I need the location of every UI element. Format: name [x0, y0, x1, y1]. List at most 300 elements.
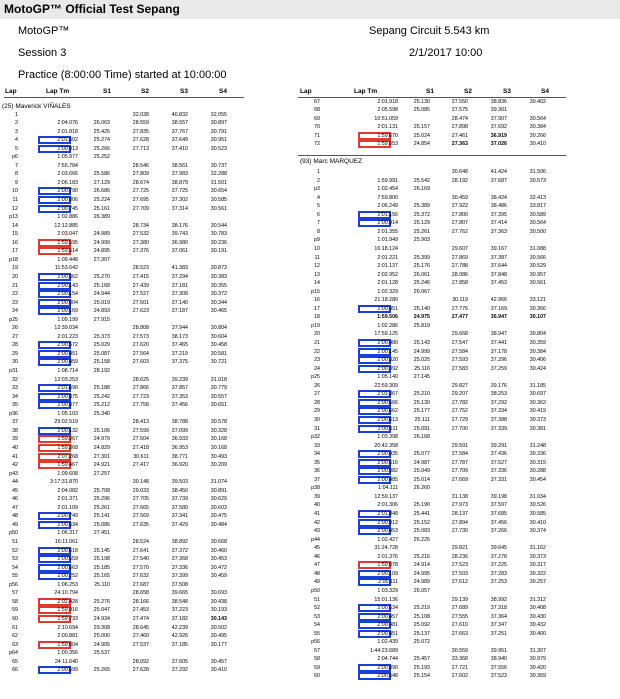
sector-2: 27.602 [451, 673, 468, 680]
sector-3: 37.292 [490, 399, 507, 406]
lap-row [0, 333, 248, 342]
lap-number: 57 [314, 647, 320, 654]
sector-2: 27.713 [132, 145, 149, 152]
lap-number: 16 [314, 297, 320, 304]
lap-time: 2:01.371 [57, 496, 78, 503]
lap-row [0, 179, 248, 188]
lap-row [0, 119, 248, 128]
sector-4: 30.236 [210, 239, 227, 246]
sector-1: 25.077 [413, 451, 430, 458]
sector-1: 25.216 [413, 553, 430, 560]
sector-4: 30.454 [529, 476, 546, 483]
sector-3: 37.140 [171, 299, 188, 306]
lap-time: 2:00.616 [377, 459, 398, 466]
col-header-lap-time: Lap Tm [46, 88, 70, 95]
lap-number: 47 [314, 562, 320, 569]
lap-row [0, 187, 248, 196]
sector-4: 30.460 [210, 547, 227, 554]
lap-row [0, 470, 248, 479]
lap-number: 68 [314, 107, 320, 114]
lap-number: 59 [314, 664, 320, 671]
sector-2: 27.752 [451, 408, 468, 415]
sector-2: 27.782 [451, 399, 468, 406]
lap-row [0, 393, 248, 402]
sector-1: 26.067 [413, 288, 430, 295]
lap-number: 4 [317, 194, 320, 201]
lap-time: 2:07.268 [57, 453, 78, 460]
lap-number: 45 [314, 545, 320, 552]
sector-3: 37.395 [490, 211, 507, 218]
lap-time: 2:00.132 [57, 427, 78, 434]
lap-time: 2:00.111 [378, 579, 398, 586]
lap-row [0, 282, 248, 291]
sector-4: 30.581 [210, 350, 227, 357]
lap-number: 28 [314, 399, 320, 406]
lap-row [296, 279, 566, 288]
sector-3: 38.892 [171, 539, 188, 545]
sector-1: 25.246 [413, 280, 430, 287]
sector-1: 25.188 [93, 385, 110, 392]
sector-1: 25.106 [93, 427, 110, 434]
sector-3: 37.441 [490, 340, 507, 346]
lap-row [0, 264, 248, 273]
sector-3: 37.178 [490, 348, 507, 355]
sector-1: 25.399 [413, 254, 430, 261]
lap-time: 2:00.169 [57, 308, 78, 315]
sector-4: 30.344 [210, 299, 227, 306]
lap-number: 13 [314, 271, 320, 278]
lap-row [0, 572, 248, 581]
sector-1: 24.979 [93, 436, 110, 443]
lap-number: 47 [12, 504, 18, 511]
sector-1: 24.893 [93, 308, 110, 315]
sector-4: 30.564 [529, 220, 546, 227]
sector-4: 30.459 [210, 573, 227, 580]
sector-2: 27.898 [451, 124, 468, 131]
sector-4: 30.791 [210, 128, 227, 135]
lap-number: p15 [311, 288, 320, 295]
lap-time: 2:00.914 [377, 220, 398, 227]
sector-1: 26.389 [93, 214, 110, 221]
sector-4: 30.737 [210, 162, 227, 169]
lap-row [296, 202, 566, 211]
lap-row [296, 604, 566, 613]
lap-time: 2:00.618 [57, 547, 78, 554]
sector-4: 30.458 [210, 342, 227, 349]
lap-time: 2:01.376 [377, 553, 398, 560]
sector-2: 27.547 [451, 340, 468, 346]
lap-number: p64 [9, 650, 18, 657]
lap-time: 2:00.453 [377, 528, 398, 535]
sector-3: 38.424 [490, 194, 507, 201]
lap-time: 2:00.566 [377, 399, 398, 406]
lap-time: 1:09.608 [57, 470, 78, 477]
lap-row [0, 367, 248, 376]
lap-time: 2:00.634 [57, 521, 78, 528]
sector-1: 26.057 [413, 587, 430, 594]
sector-4: 30.383 [210, 273, 227, 280]
lap-number: 20 [12, 273, 18, 280]
lap-time: 2:01.502 [57, 137, 78, 144]
lap-time: 2:01.131 [377, 124, 398, 131]
sector-4: 30.529 [529, 263, 546, 270]
lap-number: 61 [12, 624, 18, 631]
sector-4: 30.783 [210, 231, 227, 238]
sector-2: 29.607 [451, 245, 468, 252]
sector-1: 25.161 [93, 205, 110, 212]
sector-4: 30.557 [210, 393, 227, 400]
lap-number: 41 [314, 511, 320, 517]
lap-time: 1:05.977 [57, 154, 78, 161]
right-rider-rule [298, 155, 566, 156]
sector-2: 27.776 [451, 305, 468, 312]
lap-number: 22 [314, 348, 320, 355]
lap-time: 7:59.800 [377, 194, 398, 201]
sector-1: 25.000 [93, 633, 110, 640]
sector-1: 25.014 [413, 476, 430, 483]
lap-row [0, 615, 248, 624]
lap-number: 24 [12, 308, 18, 315]
practice-start-info: Practice (8:00:00 Time) started at 10:00:00 [18, 69, 227, 81]
lap-time: 2:00.790 [57, 188, 78, 195]
sector-1: 25.140 [413, 305, 430, 312]
sector-3: 36.953 [171, 444, 188, 451]
sector-1: 25.252 [93, 154, 110, 161]
sector-3: 37.436 [490, 451, 507, 458]
sector-4: 32.413 [529, 194, 546, 201]
sector-4: 30.366 [529, 305, 546, 312]
lap-row [0, 632, 248, 641]
sector-3: 39.645 [490, 545, 507, 552]
sector-2: 27.705 [132, 496, 149, 503]
lap-number: 58 [12, 598, 18, 605]
col-header-s4: S4 [219, 88, 227, 95]
sector-4: 30.402 [529, 98, 546, 105]
lap-row [0, 230, 248, 239]
session-label: Session 3 [18, 47, 67, 59]
sector-2: 28.166 [132, 598, 149, 605]
lap-row [296, 501, 566, 510]
lap-number: 11 [314, 254, 320, 261]
sector-3: 37.692 [490, 124, 507, 131]
lap-time: 2:00.154 [57, 291, 78, 298]
sector-4: 31.034 [529, 493, 546, 500]
sector-3: 37.453 [490, 280, 507, 287]
sector-2: 27.729 [451, 416, 468, 423]
sector-4: 30.873 [210, 265, 227, 272]
sector-4: 32.288 [210, 171, 227, 178]
lap-row [296, 177, 566, 186]
sector-1: 24.999 [93, 239, 110, 246]
lap-time: 24:10.794 [54, 590, 78, 597]
lap-row [296, 115, 566, 124]
sector-3: 39.176 [490, 382, 507, 389]
sector-3: 37.336 [490, 468, 507, 475]
sector-2: 27.762 [451, 228, 468, 235]
lap-time: 2:00.745 [57, 205, 78, 212]
lap-number: 45 [12, 487, 18, 494]
sector-4: 30.951 [210, 137, 227, 144]
sector-3: 38.557 [171, 120, 188, 127]
lap-time: 2:00.559 [57, 556, 78, 563]
sector-2: 27.635 [132, 521, 149, 528]
sector-3: 36.947 [490, 314, 507, 321]
sector-3: 37.527 [490, 459, 507, 466]
lap-number: 29 [314, 408, 320, 415]
sector-1: 25.190 [413, 502, 430, 509]
sector-3: 38.836 [490, 98, 507, 105]
lap-number: 33 [12, 385, 18, 392]
lap-time: 2:02.952 [377, 271, 398, 278]
lap-time: 1:44:23.689 [370, 647, 398, 654]
sector-3: 37.508 [171, 581, 188, 588]
lap-number: p50 [9, 530, 18, 537]
sector-4: 30.438 [210, 598, 227, 605]
sector-4: 31.074 [210, 479, 227, 486]
sector-1: 27.451 [93, 530, 110, 537]
col-header-lap: Lap [300, 88, 312, 95]
lap-time: 2:00.145 [377, 348, 398, 355]
lap-row [0, 410, 248, 419]
lap-number: 42 [314, 519, 320, 526]
lap-time: 1:59.991 [377, 177, 398, 184]
lap-row [0, 384, 248, 393]
lap-row [0, 213, 248, 222]
lap-row [0, 444, 248, 453]
sector-2: 27.730 [451, 528, 468, 535]
lap-row [296, 536, 566, 545]
lap-number: 41 [12, 453, 18, 460]
sector-2: 27.376 [132, 248, 149, 255]
lap-row [296, 459, 566, 468]
lap-number: 37 [12, 419, 18, 426]
lap-row [296, 123, 566, 132]
sector-1: 25.108 [413, 613, 430, 620]
lap-time: 2:00.662 [377, 408, 398, 415]
sector-3: 37.523 [490, 673, 507, 680]
lap-row [0, 589, 248, 598]
lap-number: 19 [12, 265, 18, 272]
lap-time: 2:01.128 [377, 280, 398, 287]
sector-2: 28.674 [132, 179, 149, 186]
sector-2: 27.504 [132, 436, 149, 443]
lap-time: 1:06.317 [57, 530, 78, 537]
lap-time: 2:00.480 [377, 340, 398, 346]
lap-number: 62 [12, 633, 18, 640]
sector-3: 37.456 [171, 402, 188, 409]
sector-4: 30.603 [210, 504, 227, 511]
sector-3: 37.410 [171, 145, 188, 152]
left-header-rule [4, 97, 244, 98]
lap-number: 48 [314, 570, 320, 577]
sector-2: 29.668 [451, 331, 468, 338]
lap-row [296, 655, 566, 664]
lap-number: 14 [12, 222, 18, 229]
sector-2: 30.559 [451, 647, 468, 654]
sector-4: 30.432 [529, 622, 546, 629]
sector-2: 27.709 [451, 468, 468, 475]
lap-time: 2:00.451 [377, 305, 398, 312]
sector-2: 27.503 [451, 570, 468, 577]
sector-2: 27.628 [132, 667, 149, 674]
sector-3: 37.266 [490, 528, 507, 535]
sector-1: 25.168 [93, 282, 110, 289]
sector-1: 25.373 [93, 333, 110, 340]
sector-2: 30.611 [133, 453, 149, 460]
right-rider-name: (93) Marc MARQUEZ [300, 158, 363, 165]
lap-number: 53 [12, 556, 18, 563]
lap-row [296, 236, 566, 245]
lap-number: 10 [314, 245, 320, 252]
sector-2: 27.663 [451, 630, 468, 637]
lap-time: 2:00.890 [377, 664, 398, 671]
sector-1: 24.987 [413, 459, 430, 466]
sector-4: 30.359 [529, 340, 546, 346]
sector-1: 25.219 [413, 605, 430, 612]
document-banner [0, 0, 620, 19]
sector-3: 40.832 [171, 111, 188, 118]
sector-1: 27.915 [93, 316, 110, 323]
sector-2: 27.809 [132, 171, 149, 178]
lap-time: 1:59.367 [57, 436, 78, 443]
sector-4: 30.266 [529, 132, 546, 139]
sector-4: 30.420 [529, 664, 546, 671]
lap-time: 1:02.454 [377, 186, 398, 193]
lap-time: 2:00.913 [57, 145, 78, 152]
sector-3: 37.556 [490, 664, 507, 671]
lap-time: 22:59.309 [374, 382, 398, 389]
sector-3: 37.225 [490, 562, 507, 569]
sector-2: 27.807 [451, 220, 468, 227]
sector-3: 42.966 [490, 297, 507, 304]
sector-4: 31.312 [529, 596, 546, 603]
sector-2: 27.687 [132, 581, 149, 588]
sector-2: 27.700 [451, 425, 468, 432]
lap-row [0, 658, 248, 667]
sector-3: 37.283 [490, 570, 507, 577]
lap-number: 31 [314, 425, 320, 432]
sector-3: 37.278 [490, 553, 507, 560]
sector-1: 25.092 [413, 622, 430, 629]
lap-number: 33 [314, 442, 320, 449]
lap-number: 11 [12, 197, 18, 203]
sector-3: 39.503 [171, 479, 188, 486]
lap-number: 59 [12, 607, 18, 614]
sector-1: 24.854 [413, 141, 430, 148]
sector-2: 27.532 [132, 231, 149, 238]
lap-number: 10 [12, 188, 18, 195]
sector-3: 39.167 [490, 245, 507, 252]
sector-2: 28.092 [132, 658, 149, 665]
sector-1: 25.425 [93, 128, 110, 135]
lap-row [296, 425, 566, 434]
sector-1: 25.210 [413, 391, 430, 398]
left-rider-name: (25) Maverick VIÑALES [2, 103, 71, 110]
col-header-lap: Lap [5, 88, 17, 95]
lap-time: 2:00.362 [57, 273, 78, 280]
sector-4: 30.419 [529, 408, 546, 415]
sector-2: 27.380 [132, 239, 149, 246]
sector-1: 25.261 [413, 228, 430, 235]
sector-2: 27.523 [451, 562, 468, 569]
lap-row [296, 527, 566, 536]
lap-row [296, 365, 566, 374]
sector-3: 37.185 [171, 641, 188, 648]
lap-number: 34 [12, 393, 18, 400]
sector-1: 25.266 [93, 145, 110, 152]
lap-time: 1:02.427 [377, 536, 398, 543]
lap-row [0, 495, 248, 504]
lap-row [296, 450, 566, 459]
session-date: 2/1/2017 10:00 [409, 47, 483, 59]
sector-3: 37.456 [490, 519, 507, 526]
lap-time: 12:12.885 [54, 222, 78, 229]
sector-1: 24.975 [413, 314, 430, 321]
sector-2: 27.922 [451, 203, 468, 210]
sector-4: 31.248 [529, 442, 546, 449]
sector-1: 25.340 [93, 410, 110, 417]
lap-row [0, 307, 248, 316]
sector-1: 25.116 [414, 365, 430, 372]
lap-row [0, 487, 248, 496]
sector-1: 25.087 [93, 350, 110, 357]
lap-row [296, 484, 566, 493]
lap-row [0, 324, 248, 333]
sector-3: 37.219 [171, 350, 188, 357]
sector-4: 30.804 [210, 325, 227, 332]
lap-time: 24:11.640 [54, 658, 78, 665]
lap-number: 14 [314, 280, 320, 287]
sector-4: 30.779 [210, 385, 227, 392]
lap-number: 26 [12, 325, 18, 332]
sector-2: 27.866 [132, 385, 149, 392]
sector-2: 27.575 [451, 107, 468, 114]
lap-time: 2:01.109 [57, 504, 78, 511]
sector-2: 28.658 [132, 590, 149, 597]
sector-3: 37.353 [171, 393, 188, 400]
sector-3: 38.947 [490, 331, 507, 338]
sector-3: 38.253 [490, 391, 507, 398]
col-header-s3: S3 [180, 88, 188, 95]
lap-time: 2:03.367 [377, 391, 398, 398]
lap-number: 46 [314, 553, 320, 560]
lap-number: 7 [15, 162, 18, 169]
lap-number: 37 [314, 476, 320, 483]
lap-number: p38 [311, 485, 320, 492]
lap-number: p44 [311, 536, 320, 543]
sector-2: 28.645 [132, 624, 149, 631]
lap-time: 1:09.448 [57, 256, 78, 263]
sector-3: 37.099 [171, 427, 188, 434]
lap-time: 2:04.076 [57, 120, 78, 127]
lap-row [0, 239, 248, 248]
sector-2: 27.573 [132, 333, 149, 340]
sector-1: 24.999 [413, 348, 430, 355]
lap-row [296, 132, 566, 141]
lap-time: 1:05.140 [377, 374, 398, 381]
lap-row [296, 433, 566, 442]
sector-2: 27.787 [451, 459, 468, 466]
sector-4: 33.121 [529, 297, 546, 304]
sector-4: 30.804 [529, 331, 546, 338]
lap-row [296, 638, 566, 647]
lap-row [296, 106, 566, 115]
sector-4: 30.897 [210, 120, 227, 127]
sector-1: 26.225 [413, 536, 430, 543]
sector-3: 37.363 [490, 228, 507, 235]
lap-row [0, 598, 248, 607]
series-name: MotoGP™ [18, 25, 70, 37]
